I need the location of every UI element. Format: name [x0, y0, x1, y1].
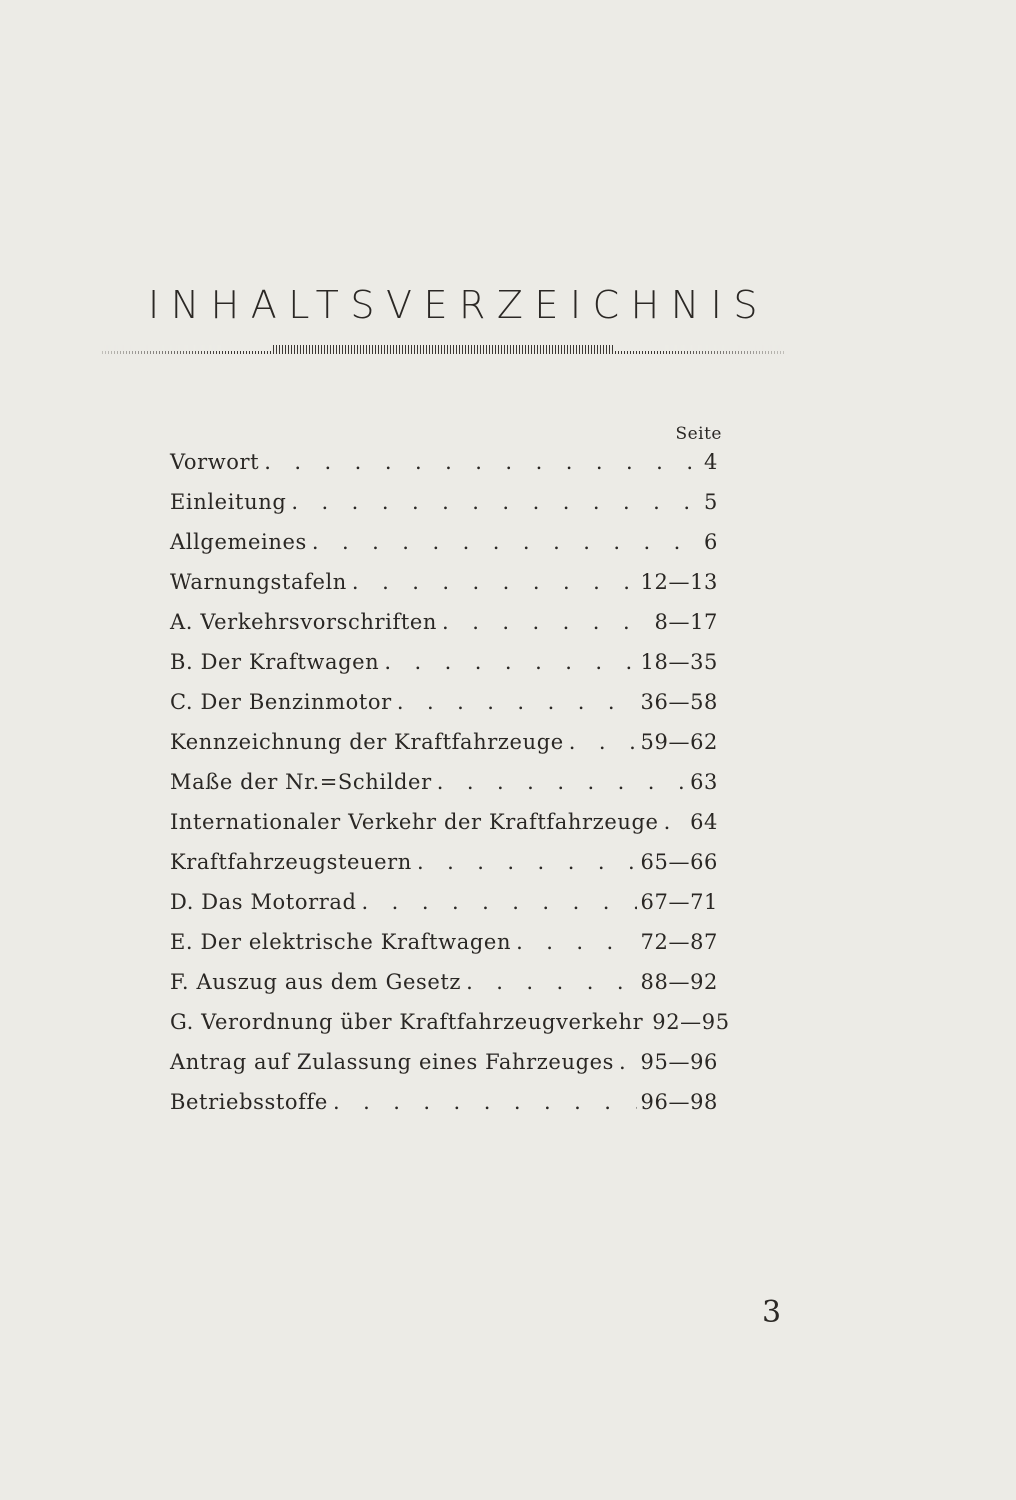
dot-leader	[564, 722, 637, 762]
toc-entry-title: Internationaler Verkehr der Kraftfahrzeuge	[170, 810, 659, 834]
dot-leader	[379, 642, 636, 682]
toc-entry-title: Maße der Nr.=Schilder	[170, 770, 432, 794]
toc-entry-page: 96—98	[640, 1090, 718, 1114]
dot-leader	[357, 882, 637, 922]
toc-entry	[170, 482, 718, 522]
toc-entry	[170, 442, 718, 482]
dot-leader	[392, 682, 637, 722]
toc-entry-title: Antrag auf Zulassung eines Fahrzeuges	[170, 1050, 615, 1074]
toc-entry-title: G. Verordnung über Kraftfahrzeugverkehr	[170, 1010, 644, 1034]
dot-leader	[659, 802, 687, 842]
toc-entry-title: Vorwort	[170, 450, 260, 474]
toc-entry-page: 59—62	[640, 730, 718, 754]
page-title: INHALTSVERZEICHNIS	[148, 283, 769, 327]
toc-entry	[170, 1082, 718, 1122]
table-of-contents	[170, 442, 730, 1122]
dot-leader	[432, 762, 686, 802]
toc-entry-page: 5	[704, 490, 718, 514]
toc-entry	[170, 842, 718, 882]
toc-entry	[170, 882, 718, 922]
dot-leader	[412, 842, 637, 882]
page-column-header: Seite	[675, 424, 722, 444]
toc-entry-page: 64	[690, 810, 718, 834]
toc-entry	[170, 682, 718, 722]
toc-entry-title: D. Das Motorrad	[170, 890, 357, 914]
dot-leader	[461, 962, 636, 1002]
page-number: 3	[762, 1295, 782, 1330]
toc-entry-title: A. Verkehrsvorschriften	[170, 610, 438, 634]
toc-entry-page: 6	[704, 530, 718, 554]
toc-entry-title: C. Der Benzinmotor	[170, 690, 392, 714]
toc-entry-title: B. Der Kraftwagen	[170, 650, 380, 674]
toc-entry-title: F. Auszug aus dem Gesetz	[170, 970, 462, 994]
dot-leader	[286, 482, 700, 522]
toc-entry-page: 88—92	[640, 970, 718, 994]
dot-leader	[614, 1042, 637, 1082]
dot-leader	[347, 562, 637, 602]
toc-entry	[170, 602, 718, 642]
toc-entry	[170, 802, 718, 842]
dot-leader	[437, 602, 650, 642]
toc-entry	[170, 642, 718, 682]
decorative-rule	[102, 345, 784, 354]
toc-entry-title: Allgemeines	[170, 530, 307, 554]
toc-entry-title: Warnungstafeln	[170, 570, 347, 594]
toc-entry-page: 65—66	[640, 850, 718, 874]
toc-entry-page: 67—71	[640, 890, 718, 914]
toc-entry-page: 92—95	[652, 1010, 730, 1034]
toc-entry-title: Kraftfahrzeugsteuern	[170, 850, 412, 874]
toc-entry-page: 95—96	[640, 1050, 718, 1074]
toc-entry-page: 72—87	[640, 930, 718, 954]
toc-entry-page: 18—35	[640, 650, 718, 674]
toc-entry-page: 36—58	[640, 690, 718, 714]
dot-leader	[511, 922, 636, 962]
toc-entry	[170, 1002, 730, 1042]
dot-leader	[328, 1082, 637, 1122]
toc-entry-title: Einleitung	[170, 490, 287, 514]
toc-entry	[170, 562, 718, 602]
dot-leader	[307, 522, 700, 562]
toc-entry	[170, 1042, 718, 1082]
toc-entry	[170, 922, 718, 962]
toc-entry-title: Betriebsstoffe	[170, 1090, 328, 1114]
toc-entry	[170, 522, 718, 562]
toc-entry	[170, 762, 718, 802]
toc-entry-page: 12—13	[640, 570, 718, 594]
toc-entry-page: 63	[690, 770, 718, 794]
toc-entry	[170, 962, 718, 1002]
toc-entry-page: 8—17	[654, 610, 718, 634]
toc-entry-page: 4	[704, 450, 718, 474]
dot-leader	[259, 442, 700, 482]
toc-entry-title: E. Der elektrische Kraftwagen	[170, 930, 512, 954]
toc-entry	[170, 722, 718, 762]
toc-entry-title: Kennzeichnung der Kraftfahrzeuge	[170, 730, 564, 754]
